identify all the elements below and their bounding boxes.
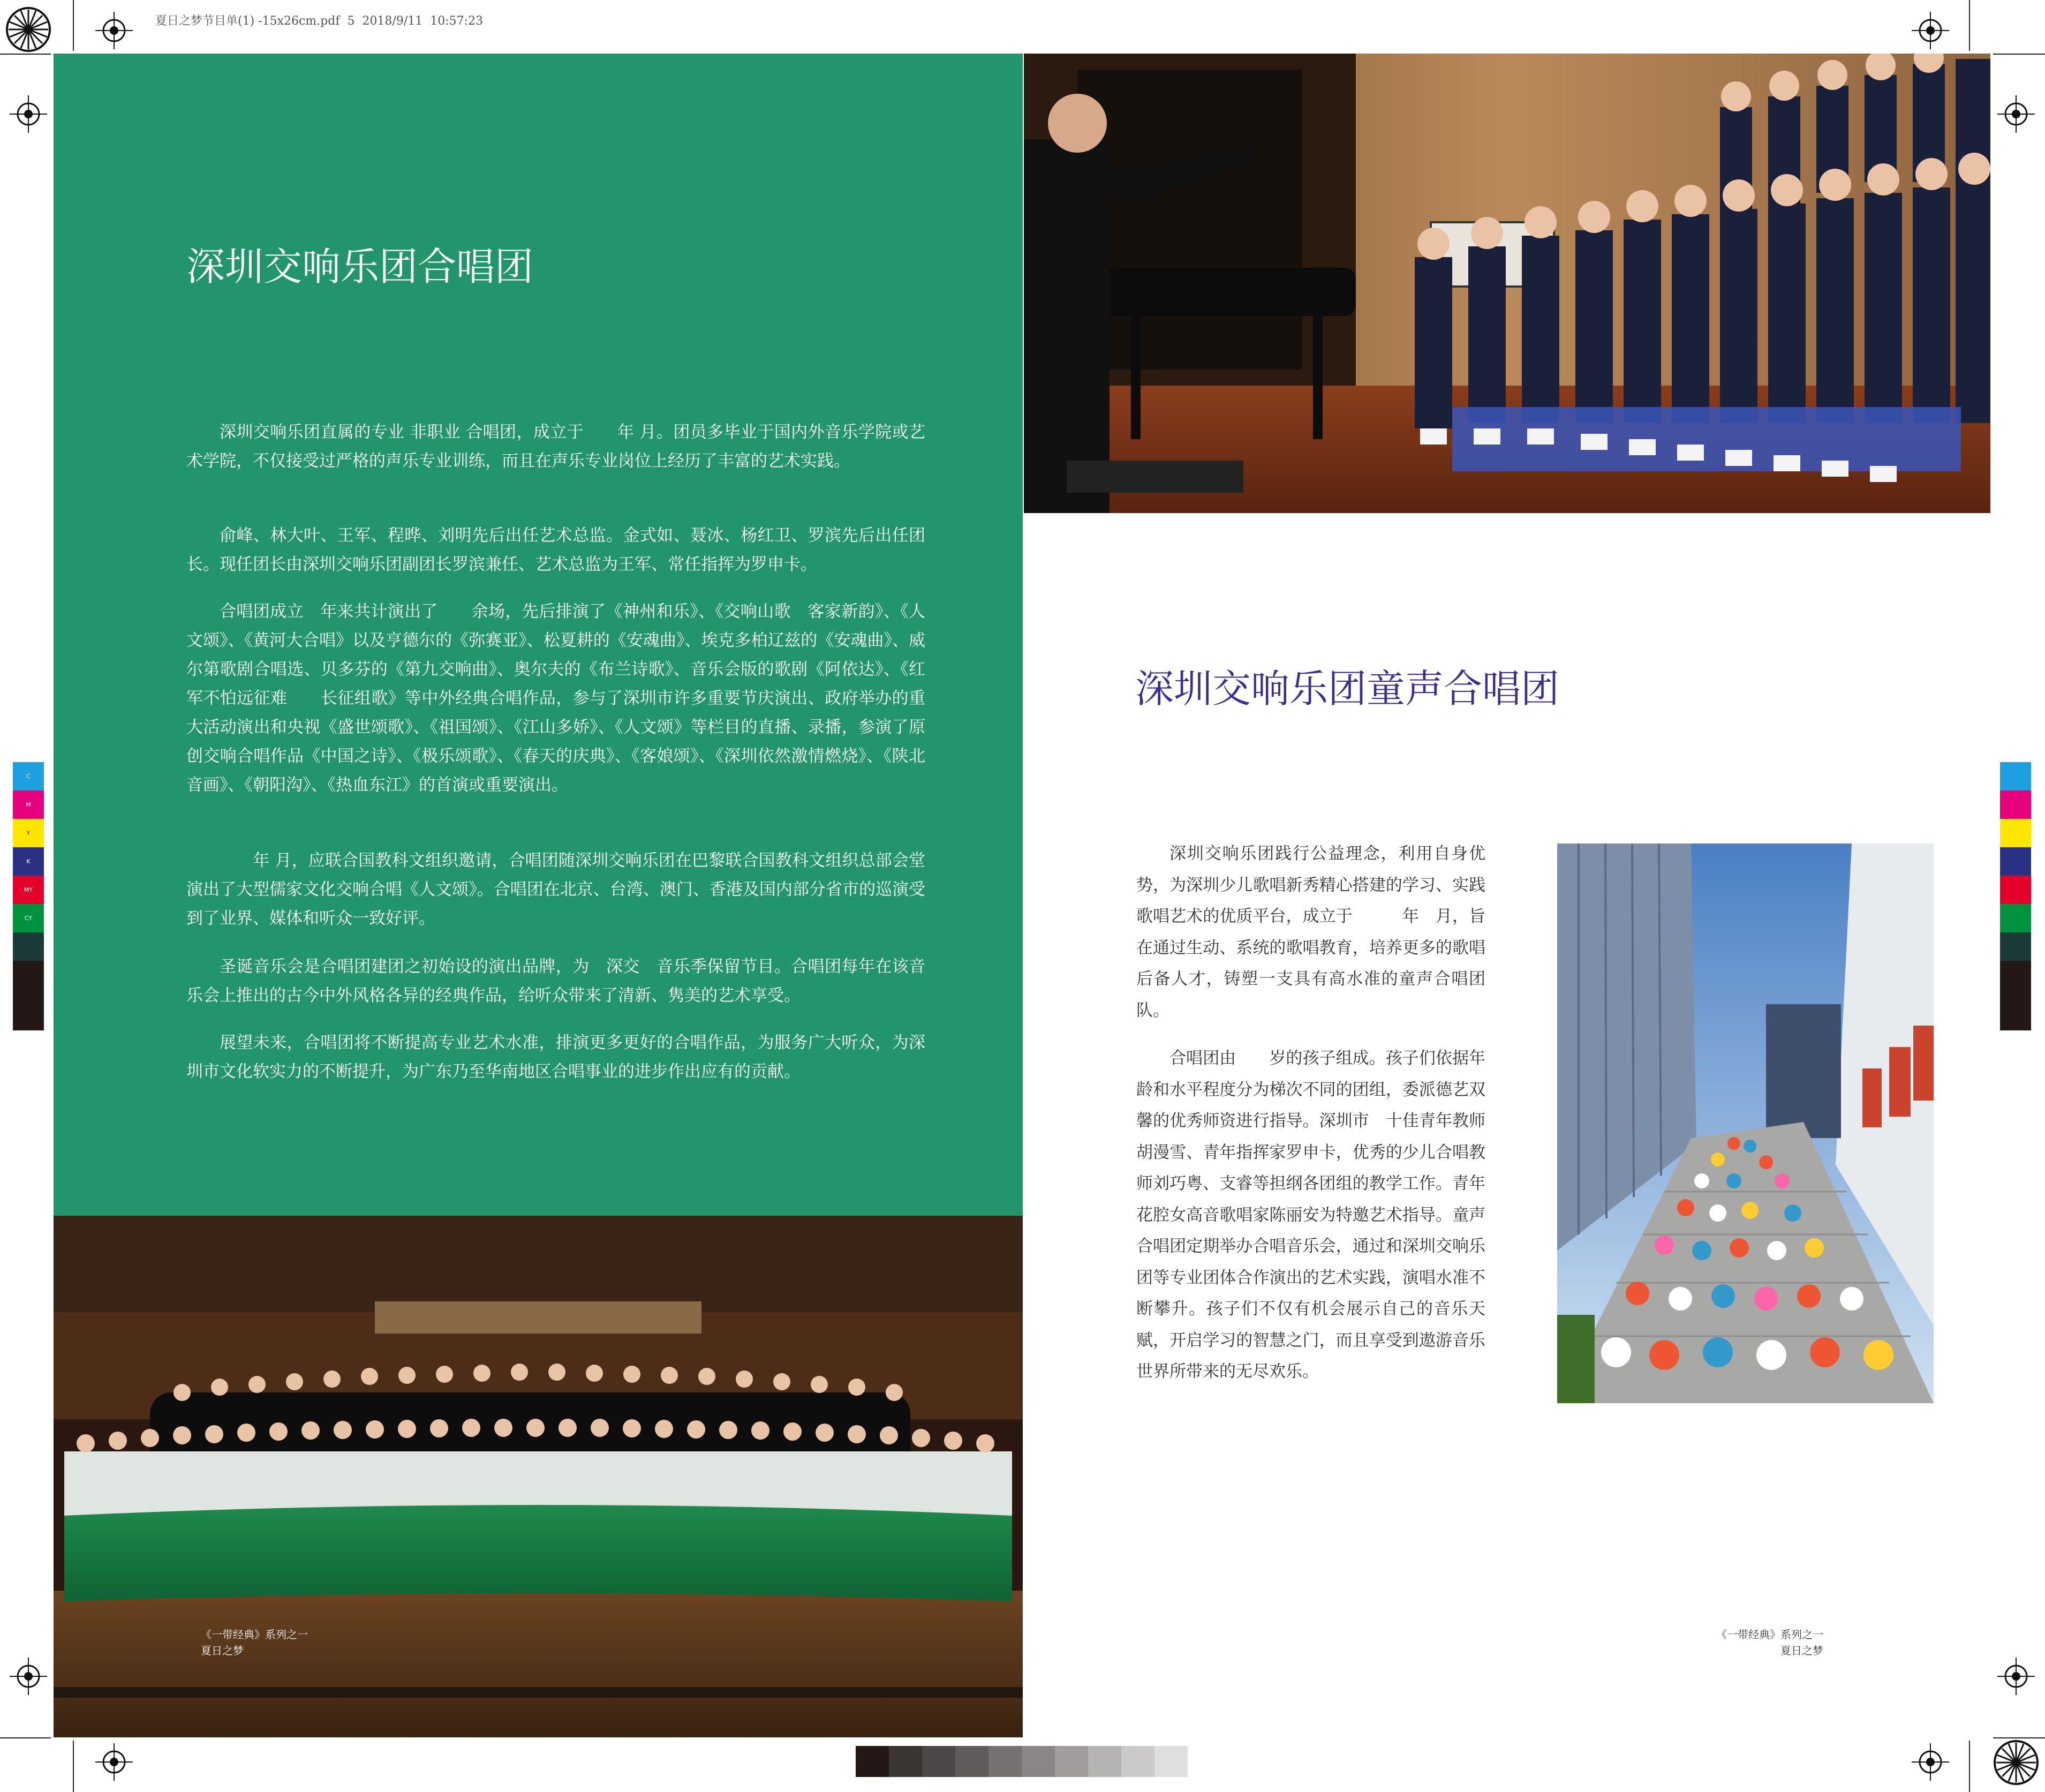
trim-line	[73, 0, 74, 51]
color-swatch	[2000, 961, 2031, 1030]
gray-step	[922, 1746, 955, 1777]
color-swatch	[2000, 790, 2031, 819]
starburst-mark-top-left	[5, 6, 51, 52]
gray-step	[1088, 1746, 1121, 1777]
registration-mark-bottom-left	[95, 1743, 133, 1781]
registration-mark-top-right	[1912, 12, 1949, 49]
caption-right-series: 《一带经典》系列之一	[1716, 1628, 1823, 1641]
trim-line	[1969, 0, 1970, 51]
gray-step	[955, 1746, 988, 1777]
caption-right-title: 夏日之梦	[1780, 1644, 1823, 1657]
registration-mark-right-upper	[1997, 95, 2035, 133]
color-swatch	[2000, 904, 2031, 932]
color-swatch	[2000, 762, 2031, 790]
color-swatch: CY	[13, 904, 44, 932]
registration-mark-top-left	[95, 12, 133, 49]
caption-left-title: 夏日之梦	[201, 1644, 244, 1657]
registration-mark-left-lower	[10, 1658, 47, 1695]
color-swatch	[2000, 932, 2031, 961]
kids-paragraph-1: 深圳交响乐团践行公益理念，利用自身优势，为深圳少儿歌唱新秀精心搭建的学习、实践歌唱艺术的优质平台，成立于 年 月，旨在通过生动、系统的歌唱教育，培养更多的歌唱后备人才，铸塑一支具有高水准的童声合唱团队。	[1136, 844, 1485, 1020]
color-swatch: C	[13, 762, 44, 790]
photo-kids-on-stairs	[1557, 844, 1934, 1403]
choir-paragraph-3: 合唱团成立 年来共计演出了 余场，先后排演了《神州和乐》、《交响山歌 客家新韵》、《人文颂》、《黄河大合唱》以及亨德尔的《弥赛亚》、松夏耕的《安魂曲》、埃克多柏辽兹的《安魂曲》、威尔第歌剧合唱选、贝多芬的《第九交响曲》、奥尔夫的《布兰诗歌》、音乐会版的歌剧《阿依达》、《红军不怕远征难 长征组歌》等中外经典合唱作品，参与了深圳市许多重要节庆演出、政府举办的重大活动演出和央视《盛世颂歌》、《祖国颂》、《江山多娇》、《人文颂》等栏目的直播、录播，参演了原创交响合唱作品《中国之诗》、《极乐颂歌》、《春天的庆典》、《客娘颂》、《深圳依然激情燃烧》、《陕北音画》、《朝阳沟》、《热血东江》的首演或重要演出。	[186, 602, 925, 795]
caption-left	[201, 1627, 308, 1659]
choir-paragraph-6: 展望未来，合唱团将不断提高专业艺术水准，排演更多更好的合唱作品，为服务广大听众，为深圳市文化软实力的不断提升，为广东乃至华南地区合唱事业的进步作出应有的贡献。	[186, 1033, 925, 1081]
registration-mark-bottom-right	[1912, 1743, 1949, 1781]
choir-title: 深圳交响乐团合唱团	[186, 244, 534, 289]
gray-step	[1022, 1746, 1055, 1777]
caption-right	[1716, 1627, 1823, 1659]
caption-left-series: 《一带经典》系列之一	[201, 1628, 308, 1641]
choir-paragraph-1: 深圳交响乐团直属的专业 非职业 合唱团，成立于 年 月。团员多毕业于国内外音乐学院或艺术学院，不仅接受过严格的声乐专业训练，而且在声乐专业岗位上经历了丰富的艺术实践。	[186, 423, 925, 471]
trim-line	[1969, 1741, 1970, 1792]
choir-paragraph-2: 俞峰、林大叶、王军、程晔、刘明先后出任艺术总监。金式如、聂冰、杨红卫、罗滨先后出任团长。现任团长由深圳交响乐团副团长罗滨兼任、艺术总监为王军、常任指挥为罗申卡。	[186, 526, 925, 574]
color-swatch	[2000, 847, 2031, 876]
gray-step	[856, 1746, 889, 1777]
color-swatch: Y	[13, 819, 44, 847]
color-swatch	[13, 932, 44, 961]
gray-step	[988, 1746, 1022, 1777]
color-swatch	[13, 961, 44, 1030]
trim-line	[1993, 1737, 2045, 1738]
trim-line	[73, 1741, 74, 1792]
registration-mark-left-upper	[10, 95, 47, 133]
gray-step	[1154, 1746, 1188, 1777]
trim-line	[0, 1737, 51, 1738]
color-swatch	[2000, 876, 2031, 904]
starburst-mark-bottom-right	[1993, 1740, 2039, 1786]
color-swatch: MY	[13, 876, 44, 904]
trim-line	[1993, 54, 2045, 55]
kids-choir-title: 深圳交响乐团童声合唱团	[1135, 666, 1560, 711]
gray-step	[1121, 1746, 1154, 1777]
trim-line	[0, 54, 51, 55]
photo-children-rehearsal	[1024, 54, 1990, 513]
choir-paragraph-4: 年 月，应联合国教科文组织邀请，合唱团随深圳交响乐团在巴黎联合国教科文组织总部会堂演出了大型儒家文化交响合唱《人文颂》。合唱团在北京、台湾、澳门、香港及国内部分省市的巡演受到了业界、媒体和听众一致好评。	[186, 851, 925, 928]
color-swatch: M	[13, 790, 44, 819]
color-swatch: K	[13, 847, 44, 876]
registration-mark-right-lower	[1997, 1658, 2035, 1695]
photo-adult-choir	[54, 1216, 1023, 1737]
gray-step	[889, 1746, 922, 1777]
gray-step	[1055, 1746, 1088, 1777]
color-swatch	[2000, 819, 2031, 847]
print-file-info: 夏日之梦节目单(1) -15x26cm.pdf 5 2018/9/11 10:57:23	[155, 14, 484, 28]
kids-paragraph-2: 合唱团由 岁的孩子组成。孩子们依据年龄和水平程度分为梯次不同的团组，委派德艺双馨的优秀师资进行指导。深圳市 十佳青年教师 胡漫雪、青年指挥家罗申卡，优秀的少儿合唱教师刘巧粤、支睿等担纲各团组的教学工作。青年花腔女高音歌唱家陈丽安为特邀艺术指导。童声合唱团定期举办合唱音乐会，通过和深圳交响乐团等专业团体合作演出的艺术实践，演唱水准不断攀升。孩子们不仅有机会展示自己的音乐天赋，开启学习的智慧之门，而且享受到遨游音乐世界所带来的无尽欢乐。	[1136, 1049, 1502, 1381]
choir-paragraph-5: 圣诞音乐会是合唱团建团之初始设的演出品牌，为 深交 音乐季保留节目。合唱团每年在该音乐会上推出的古今中外风格各异的经典作品，给听众带来了清新、隽美的艺术享受。	[186, 957, 925, 1005]
